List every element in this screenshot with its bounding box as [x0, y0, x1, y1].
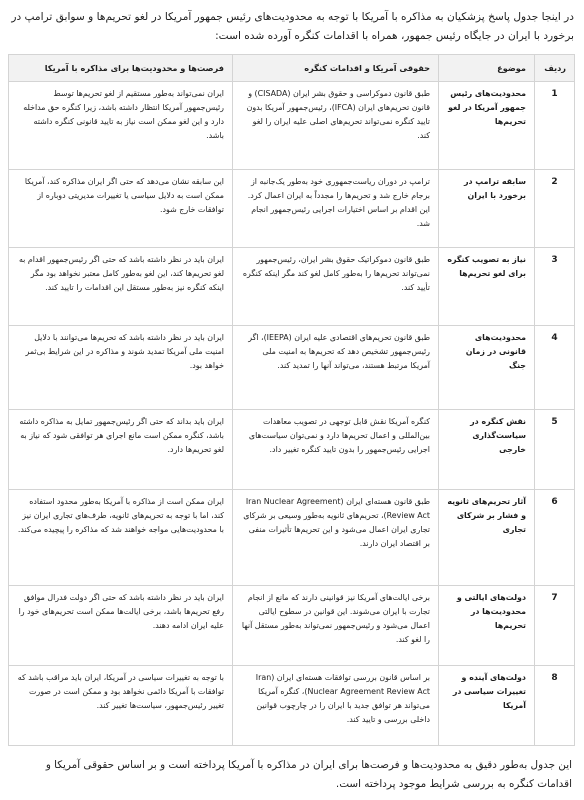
table-row	[9, 326, 575, 410]
row-num: 1	[535, 82, 575, 170]
row-opportunity: ایران نمی‌تواند به‌طور مستقیم از لغو تحریم‌ها توسط رئیس‌جمهور آمریکا انتظار داشته باشد، زیرا کنگره حق مداخله دارد و این لغو ممکن است نیاز به تایید قانونی کنگره داشته باشد.	[9, 82, 233, 170]
row-num: 6	[535, 490, 575, 586]
table-row	[9, 248, 575, 326]
table-row	[9, 82, 575, 170]
row-opportunity: این سابقه نشان می‌دهد که حتی اگر ایران مذاکره کند، آمریکا ممکن است به دلایل سیاسی یا تغییرات مدیریتی دوباره از توافقات خارج شود.	[9, 170, 233, 248]
row-opportunity: ایران باید در نظر داشته باشد که حتی اگر رئیس‌جمهور اقدام به لغو تحریم‌ها کند، این لغو به‌طور کامل معتبر نخواهد بود مگر اینکه کنگره نیز به‌طور مستقل این اقدامات را تایید کند.	[9, 248, 233, 326]
header-law: حقوقی آمریکا و اقدامات کنگره	[233, 55, 439, 82]
row-topic: سابقه ترامپ در برخورد با ایران	[439, 170, 535, 248]
row-law: طبق قانون دموکراتیک حقوق بشر ایران، رئیس‌جمهور نمی‌تواند تحریم‌ها را به‌طور کامل لغو کند مگر اینکه کنگره تأیید کند.	[233, 248, 439, 326]
row-opportunity: با توجه به تغییرات سیاسی در آمریکا، ایران باید مراقب باشد که توافقات با آمریکا دائمی نخواهد بود و ممکن است در صورت تغییر رئیس‌جمهور، سیاست‌ها تغییر کند.	[9, 666, 233, 746]
row-law: کنگره آمریکا نقش قابل توجهی در تصویب معاهدات بین‌المللی و اعمال تحریم‌ها دارد و نمی‌توان سیاست‌های اجرایی رئیس‌جمهور را بدون تایید کنگره تغییر داد.	[233, 410, 439, 490]
row-law: طبق قانون تحریم‌های اقتصادی علیه ایران (IEEPA)، اگر رئیس‌جمهور تشخیص دهد که تحریم‌ها به امنیت ملی آمریکا مرتبط هستند، می‌تواند آنها را تمدید کند.	[233, 326, 439, 410]
table-header-row	[9, 55, 575, 82]
row-num: 2	[535, 170, 575, 248]
header-num: ردیف	[535, 55, 575, 82]
table-row	[9, 410, 575, 490]
row-topic: نیاز به تصویب کنگره برای لغو تحریم‌ها	[439, 248, 535, 326]
row-topic: دولت‌های ایالتی و محدودیت‌ها در تحریم‌ها	[439, 586, 535, 666]
table-row	[9, 586, 575, 666]
row-law: برخی ایالت‌های آمریکا نیز قوانینی دارند که مانع از انجام تجارت با ایران می‌شوند. این قوانین در سطوح ایالتی اعمال می‌شود و رئیس‌جمهور نمی‌تواند به‌طور مستقل آنها را لغو کند.	[233, 586, 439, 666]
row-opportunity: ایران باید بداند که حتی اگر رئیس‌جمهور تمایل به مذاکره داشته باشد، کنگره ممکن است مانع اجرای هر توافقی شود که نیاز به لغو تحریم‌ها دارد.	[9, 410, 233, 490]
row-num: 5	[535, 410, 575, 490]
row-law: ترامپ در دوران ریاست‌جمهوری خود به‌طور یک‌جانبه از برجام خارج شد و تحریم‌ها را مجدداً به ایران اعمال کرد. این اقدام بر اساس اختیارات اجرایی رئیس‌جمهور انجام شد.	[233, 170, 439, 248]
row-topic: نقش کنگره در سیاست‌گذاری خارجی	[439, 410, 535, 490]
header-opportunities: فرصت‌ها و محدودیت‌ها برای مذاکره با آمریکا	[9, 55, 233, 82]
row-law: طبق قانون دموکراسی و حقوق بشر ایران (CISADA) و قانون تحریم‌های ایران (IFCA)، رئیس‌جمهور آمریکا بدون تایید کنگره نمی‌تواند تحریم‌های اصلی علیه ایران را لغو کند.	[233, 82, 439, 170]
header-topic: موضوع	[439, 55, 535, 82]
table-row	[9, 490, 575, 586]
conclusion-paragraph: این جدول به‌طور دقیق به محدودیت‌ها و فرصت‌ها برای ایران در مذاکره با آمریکا پرداخته است و بر اساس حقوقی آمریکا و اقدامات کنگره به بررسی شرایط موجود پرداخته است.	[45, 759, 572, 790]
intro-paragraph: در اینجا جدول پاسخ پزشکیان به مذاکره با آمریکا با توجه به محدودیت‌های رئیس جمهور آمریکا در لغو تحریم‌ها و سوابق ترامپ در برخورد با ایران در جایگاه رئیس جمهور، همراه با اقدامات کنگره آورده شده است:	[11, 11, 574, 42]
row-topic: محدودیت‌های رئیس جمهور آمریکا در لغو تحریم‌ها	[439, 82, 535, 170]
row-topic: دولت‌های آینده و تغییرات سیاسی در آمریکا	[439, 666, 535, 746]
row-opportunity: ایران باید در نظر داشته باشد که حتی اگر دولت فدرال موافق رفع تحریم‌ها باشد، برخی ایالت‌ها ممکن است تحریم‌های خود را علیه ایران ادامه دهند.	[9, 586, 233, 666]
row-law: بر اساس قانون بررسی توافقات هسته‌ای ایران (Iran Nuclear Agreement Review Act)، کنگره آمریکا می‌تواند هر توافق جدید با ایران را در چارچوب قوانین داخلی بررسی و تایید کند.	[233, 666, 439, 746]
row-num: 7	[535, 586, 575, 666]
table-row	[9, 666, 575, 746]
row-num: 4	[535, 326, 575, 410]
comparison-table	[8, 54, 575, 746]
row-num: 3	[535, 248, 575, 326]
row-topic: محدودیت‌های قانونی در زمان جنگ	[439, 326, 535, 410]
table-row	[9, 170, 575, 248]
row-opportunity: ایران ممکن است از مذاکره با آمریکا به‌طور محدود استفاده کند، اما با توجه به تحریم‌های ثانویه، طرف‌های تجاری ایران نیز با محدودیت‌هایی مواجه خواهند شد که مذاکره را پیچیده می‌کند.	[9, 490, 233, 586]
row-law: طبق قانون هسته‌ای ایران (Iran Nuclear Agreement Review Act)، تحریم‌های ثانویه به‌طور وسیعی بر شرکای تجاری ایران اعمال می‌شود و این تحریم‌ها تأثیرات منفی بر اقتصاد ایران دارند.	[233, 490, 439, 586]
row-topic: آثار تحریم‌های ثانویه و فشار بر شرکای تجاری	[439, 490, 535, 586]
row-opportunity: ایران باید در نظر داشته باشد که تحریم‌ها می‌توانند با دلایل امنیت ملی آمریکا تمدید شوند و مذاکره در این شرایط بی‌ثمر خواهد بود.	[9, 326, 233, 410]
row-num: 8	[535, 666, 575, 746]
